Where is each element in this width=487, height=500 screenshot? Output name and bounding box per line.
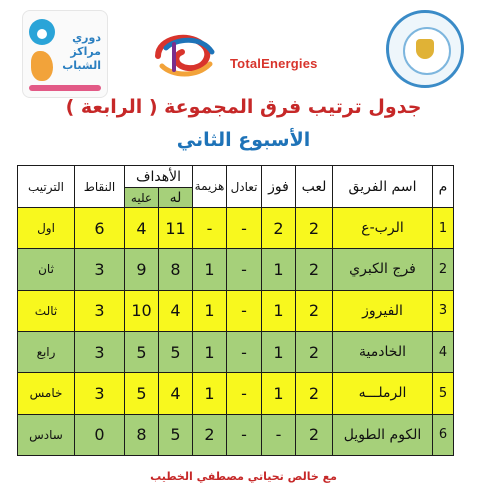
cell-num: 1: [433, 208, 454, 249]
cell-drawn: -: [227, 208, 262, 249]
cell-played: 2: [296, 414, 333, 455]
cell-rank: ثان: [18, 249, 75, 290]
table-row: [18, 208, 454, 249]
header-rank: الترتيب: [18, 166, 75, 208]
page-subtitle: الأسبوع الثاني: [176, 129, 311, 151]
cell-rank: ثالث: [18, 290, 75, 331]
cell-goals-for: 8: [159, 249, 193, 290]
table-row: [18, 290, 454, 331]
cell-lost: 1: [193, 290, 227, 331]
cell-drawn: -: [227, 414, 262, 455]
cell-goals-for: 5: [159, 331, 193, 372]
cell-points: 3: [75, 331, 125, 372]
league-logo-text: [55, 31, 101, 73]
cell-team: الكوم الطويل: [333, 414, 433, 455]
logo-figure-head-icon: [37, 29, 47, 39]
cell-rank: سادس: [18, 414, 75, 455]
cell-drawn: -: [227, 249, 262, 290]
header-drawn: تعادل: [227, 166, 262, 208]
cell-goals-against: 5: [125, 373, 159, 414]
cell-lost: 1: [193, 373, 227, 414]
cell-drawn: -: [227, 290, 262, 331]
table-row: [18, 249, 454, 290]
table-header-row: [18, 166, 454, 188]
cell-points: 3: [75, 373, 125, 414]
table-row: [18, 414, 454, 455]
cell-played: 2: [296, 290, 333, 331]
cell-goals-for: 4: [159, 290, 193, 331]
cell-team: فرج الكبري: [333, 249, 433, 290]
cell-lost: 1: [193, 249, 227, 290]
cell-points: 0: [75, 414, 125, 455]
cell-team: الرملـــه: [333, 373, 433, 414]
cell-goals-against: 4: [125, 208, 159, 249]
table-row: [18, 331, 454, 372]
logo-flame-icon: [31, 51, 53, 81]
cell-team: الخادمية: [333, 331, 433, 372]
header-played: لعب: [296, 166, 333, 208]
league-logo-line: الشباب: [62, 59, 101, 72]
cell-played: 2: [296, 249, 333, 290]
cell-goals-against: 9: [125, 249, 159, 290]
cell-played: 2: [296, 208, 333, 249]
header-lost-label: هزيمة: [194, 179, 225, 193]
cell-played: 2: [296, 373, 333, 414]
cell-won: 1: [262, 373, 296, 414]
table-row: [18, 373, 454, 414]
cell-drawn: -: [227, 331, 262, 372]
cell-goals-for: 5: [159, 414, 193, 455]
cell-won: 1: [262, 331, 296, 372]
cell-rank: رابع: [18, 331, 75, 372]
header-goals-against: عليه: [125, 188, 159, 208]
cell-goals-for: 11: [159, 208, 193, 249]
cell-goals-for: 4: [159, 373, 193, 414]
cell-num: 2: [433, 249, 454, 290]
seal-emblem-icon: [416, 39, 434, 59]
cell-won: 1: [262, 249, 296, 290]
header-won: فوز: [262, 166, 296, 208]
cell-team: الرب-ع: [333, 208, 433, 249]
cell-points: 3: [75, 290, 125, 331]
header-team: اسم الفريق: [333, 166, 433, 208]
cell-num: 3: [433, 290, 454, 331]
cell-num: 5: [433, 373, 454, 414]
totalenergies-mark-icon: [152, 26, 222, 80]
league-logo-line: مراكز: [70, 45, 101, 58]
cell-team: الفيروز: [333, 290, 433, 331]
league-logo: [22, 10, 108, 98]
cell-lost: 2: [193, 414, 227, 455]
cell-rank: خامس: [18, 373, 75, 414]
league-logo-line: دوري: [72, 31, 101, 44]
footer-signature: مع خالص تحياتي مصطفي الخطيب: [150, 470, 337, 483]
cell-lost: 1: [193, 331, 227, 372]
cell-num: 4: [433, 331, 454, 372]
cell-won: 1: [262, 290, 296, 331]
cell-won: 2: [262, 208, 296, 249]
cell-goals-against: 10: [125, 290, 159, 331]
cell-won: -: [262, 414, 296, 455]
header-lost: [193, 166, 227, 208]
header-goals: الأهداف: [125, 166, 193, 188]
cell-drawn: -: [227, 373, 262, 414]
cell-rank: اول: [18, 208, 75, 249]
page-title: جدول ترتيب فرق المجموعة ( الرابعة ): [65, 96, 422, 118]
header-num: م: [433, 166, 454, 208]
cell-goals-against: 8: [125, 414, 159, 455]
cell-points: 6: [75, 208, 125, 249]
logo-stripe: [29, 85, 101, 91]
brand-name: TotalEnergies: [230, 56, 318, 71]
governorate-seal: [386, 10, 464, 88]
cell-played: 2: [296, 331, 333, 372]
cell-num: 6: [433, 414, 454, 455]
header-goals-for: له: [159, 188, 193, 208]
cell-points: 3: [75, 249, 125, 290]
cell-goals-against: 5: [125, 331, 159, 372]
header-points: النقاط: [75, 166, 125, 208]
standings-table: [17, 165, 454, 456]
cell-lost: -: [193, 208, 227, 249]
